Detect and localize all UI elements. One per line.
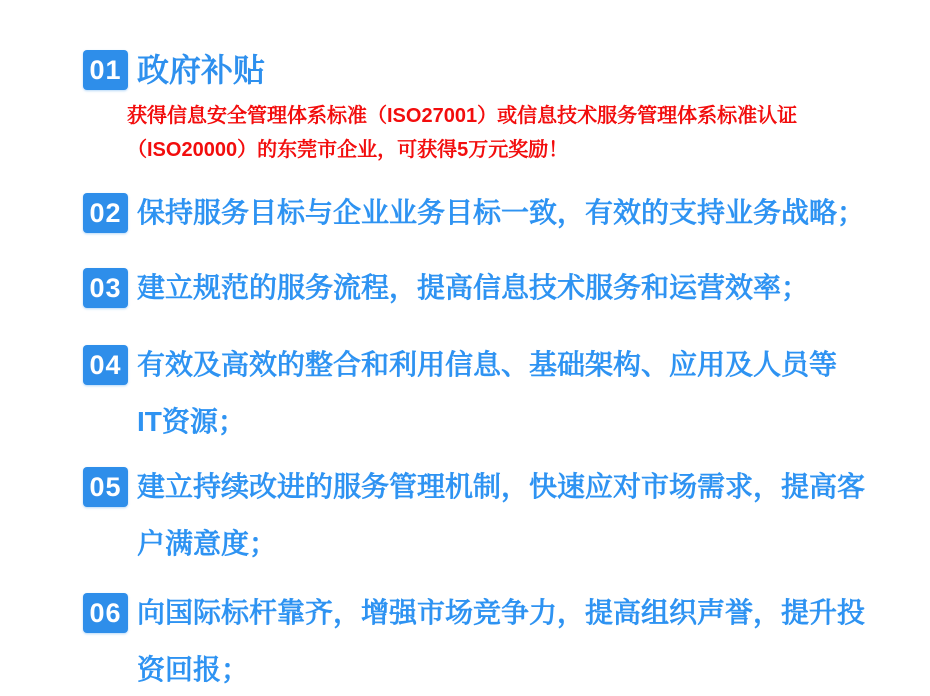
list-item-06 — [83, 593, 865, 690]
item-number-badge — [83, 268, 128, 308]
item-number: 01 — [89, 54, 122, 85]
item-number-badge — [83, 593, 128, 633]
item-text-line: 户满意度； — [137, 528, 278, 559]
item-number: 05 — [89, 471, 122, 502]
item-text-line: 保持服务目标与企业业务目标一致，有效的支持业务战略； — [137, 197, 866, 228]
item-text — [137, 193, 865, 233]
subsidy-note-line: （ISO20000）的东莞市企业，可获得5万元奖励！ — [127, 139, 569, 161]
item-text-line: 建立规范的服务流程，提高信息技术服务和运营效率； — [137, 272, 810, 303]
subsidy-note-line: 获得信息安全管理体系标准（ISO27001）或信息技术服务管理体系标准认证 — [127, 105, 798, 127]
item-text — [137, 467, 865, 564]
list-item-03 — [83, 268, 809, 308]
item-text — [137, 593, 865, 690]
item-number-badge — [83, 467, 128, 507]
item-number-badge — [83, 193, 128, 233]
item-text-line: 向国际标杆靠齐，增强市场竞争力，提高组织声誉，提升投 — [137, 597, 866, 628]
item-text-line: 有效及高效的整合和利用信息、基础架构、应用及人员等 — [137, 349, 838, 380]
item-number-badge — [83, 345, 128, 385]
item-number-badge — [83, 50, 128, 90]
item-text-line: IT资源； — [137, 406, 246, 437]
item-text — [137, 268, 809, 308]
list-item-01 — [83, 50, 265, 90]
item-number: 03 — [89, 272, 122, 303]
item-number: 06 — [89, 597, 122, 628]
item-text-line: 资回报； — [137, 654, 250, 685]
list-item-05 — [83, 467, 865, 564]
list-item-02 — [83, 193, 865, 233]
subsidy-note — [127, 99, 797, 167]
item-number: 02 — [89, 197, 122, 228]
item-text-line: 建立持续改进的服务管理机制，快速应对市场需求，提高客 — [137, 471, 866, 502]
list-item-04 — [83, 345, 837, 442]
item-number: 04 — [89, 349, 122, 380]
item-title: 政府补贴 — [137, 52, 266, 88]
item-text — [137, 345, 837, 442]
